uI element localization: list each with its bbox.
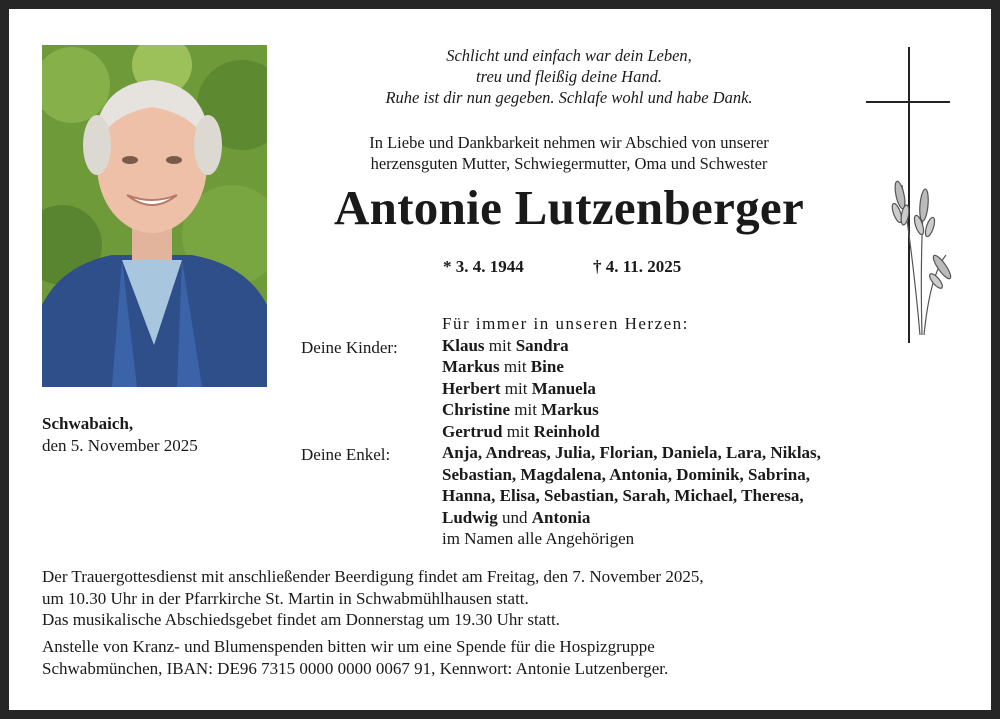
grandchild-name: Antonia xyxy=(531,507,591,527)
service-line: um 10.30 Uhr in der Pfarrkirche St. Martin in Schwabmühlhausen statt. xyxy=(42,588,529,608)
cross-icon xyxy=(864,45,954,345)
connector: mit xyxy=(506,421,530,441)
service-line: Das musikalische Abschiedsgebet findet am Donnerstag um 19.30 Uhr statt. xyxy=(42,610,560,629)
grandchildren-label: Deine Enkel: xyxy=(301,445,391,464)
intro-line: In Liebe und Dankbarkeit nehmen wir Abschied von unserer xyxy=(369,133,769,152)
poem-line: treu und fleißig deine Hand. xyxy=(476,67,662,86)
deceased-name: Antonie Lutzenberger xyxy=(333,180,805,235)
place-town: Schwabaich, xyxy=(42,414,134,433)
child-entry xyxy=(442,378,821,400)
place-date: den 5. November 2025 xyxy=(42,436,198,455)
child-name: Markus xyxy=(442,357,500,376)
child-entry xyxy=(442,421,821,443)
connector: mit xyxy=(504,378,528,398)
closing-line: Für immer in unseren Herzen: xyxy=(442,314,689,333)
child-name: Herbert xyxy=(442,378,501,398)
partner-name: Reinhold xyxy=(533,421,600,441)
partner-name: Sandra xyxy=(515,335,569,355)
child-entry xyxy=(442,399,821,421)
grandchildren-last-line xyxy=(442,507,821,529)
poem-line: Schlicht und einfach war dein Leben, xyxy=(446,46,692,65)
connector: und xyxy=(502,507,528,527)
poem-line: Ruhe ist dir nun gegeben. Schlafe wohl und habe Dank. xyxy=(385,88,753,107)
child-name: Klaus xyxy=(442,335,485,355)
child-name: Christine xyxy=(442,400,510,419)
death-date: † 4. 11. 2025 xyxy=(593,257,682,276)
grandchild-name: Ludwig xyxy=(442,507,498,527)
grandchildren-line: Hanna, Elisa, Sebastian, Sarah, Michael, Theresa, xyxy=(442,486,804,505)
child-entry xyxy=(442,335,821,357)
child-entry xyxy=(442,356,821,378)
birth-date: * 3. 4. 1944 xyxy=(443,257,524,276)
relatives-line: im Namen alle Angehörigen xyxy=(442,529,635,548)
donation-info xyxy=(42,636,972,679)
mourners-list xyxy=(442,313,821,550)
donation-line: Anstelle von Kranz- und Blumenspenden bitten wir um eine Spende für die Hospizgruppe xyxy=(42,637,655,656)
connector: mit xyxy=(488,335,512,355)
grandchildren-line: Sebastian, Magdalena, Antonia, Dominik, Sabrina, xyxy=(442,464,810,484)
place-and-date xyxy=(42,413,198,457)
service-info xyxy=(42,566,972,631)
children-label: Deine Kinder: xyxy=(301,338,398,357)
partner-name: Manuela xyxy=(531,378,596,398)
intro-text xyxy=(259,132,879,174)
poem xyxy=(269,45,869,108)
child-name: Gertrud xyxy=(442,421,503,441)
partner-name: Bine xyxy=(530,357,564,376)
connector: mit xyxy=(514,400,537,419)
partner-name: Markus xyxy=(541,400,599,419)
wheat-icon xyxy=(890,180,953,335)
donation-line: Schwabmünchen, IBAN: DE96 7315 0000 0000 0067 91, Kennwort: Antonie Lutzenberger. xyxy=(42,658,669,678)
connector: mit xyxy=(503,357,527,376)
intro-line: herzensguten Mutter, Schwiegermutter, Oma und Schwester xyxy=(370,154,768,173)
service-line: Der Trauergottesdienst mit anschließender Beerdigung findet am Freitag, den 7. November 2025, xyxy=(42,567,704,586)
grandchildren-line: Anja, Andreas, Julia, Florian, Daniela, Lara, Niklas, xyxy=(442,443,821,462)
